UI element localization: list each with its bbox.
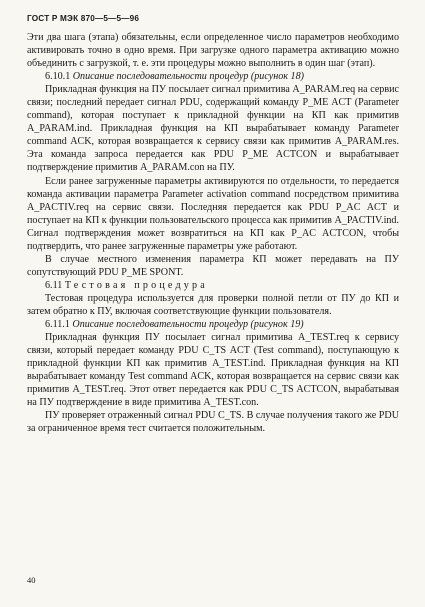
section-heading-6-11-1 bbox=[27, 318, 399, 331]
page-number: 40 bbox=[27, 575, 36, 585]
document-body bbox=[27, 31, 399, 435]
section-number: 6.10.1 bbox=[45, 71, 71, 83]
paragraph-local-change: В случае местного изменения параметра КП может передавать на ПУ сопутствующий PDU P_ME SPONT. bbox=[27, 253, 399, 278]
section-heading-6-11 bbox=[27, 279, 399, 292]
section-number: 6.11 bbox=[45, 279, 63, 291]
section-number: 6.11.1 bbox=[45, 319, 70, 331]
section-title: Описание последовательности процедур (рисунок 19) bbox=[72, 319, 304, 331]
page-header: ГОСТ Р МЭК 870—5—5—96 bbox=[27, 14, 140, 23]
paragraph-test-procedure: Тестовая процедура используется для проверки полной петли от ПУ до КП и затем обратно к ПУ, включая соответствующие функции пользователя. bbox=[27, 292, 399, 317]
paragraph-intro: Эти два шага (этапа) обязательны, если определенное число параметров необходимо активировать точно в одно время. При загрузке одного параметра активацию можно объединить с загрузкой, т. е. эти процедуры можно выполнить в один шаг (этап). bbox=[27, 32, 399, 70]
paragraph-param-sequence: Прикладная функция на ПУ посылает сигнал примитива A_PARAM.req на сервис связи; последний передает сигнал PDU, содержащий команду P_ME ACT (Parameter command), которая поступает к прикладной функции на КП как примитив A_PARAM.ind. Прикладная функция на КП вырабатывает команду Parameter command ACK, которая возвращается к сервису связи как примитив A_PARAM.res. Эта команда запроса передается как PDU P_ME ACTCON и вырабатывает подтверждение примитив A_PARAM.con на ПУ. bbox=[27, 84, 399, 174]
paragraph-test-check: ПУ проверяет отраженный сигнал PDU C_TS. В случае получения такого же PDU за ограниченное время тест считается положительным. bbox=[27, 410, 399, 435]
paragraph-test-sequence: Прикладная функция ПУ посылает сигнал примитива A_TEST.req к сервису связи, который передает команду PDU C_TS ACT (Test command), поступающую к прикладной функции КП как примитив A_TEST.ind. Прикладная функция на КП вырабатывает команду Test command ACK, которая возвращается на сервис связи как примитив A_TEST.req. Этот ответ передается как PDU C_TS ACTCON, вырабатывая на ПУ подтверждение в виде примитива A_TEST.con. bbox=[27, 332, 399, 409]
section-title: Тестовая процедура bbox=[64, 279, 208, 291]
section-title: Описание последовательности процедур (рисунок 18) bbox=[72, 71, 305, 83]
paragraph-activation: Если ранее загруженные параметры активируются по отдельности, то передается команда активации параметра Parameter activation command посредством примитива A_PACTIV.req на сервис связи. Последняя передается как PDU P_AC ACT и поступает на КП к функции пользовательского процесса как примитив A_PACTIV.ind. Сигнал подтверждения может возвратиться на КП как P_AC ACTCON, чтобы подтвердить, что ранее загруженные параметры уже работают. bbox=[27, 175, 399, 252]
section-heading-6-10-1 bbox=[27, 70, 399, 83]
